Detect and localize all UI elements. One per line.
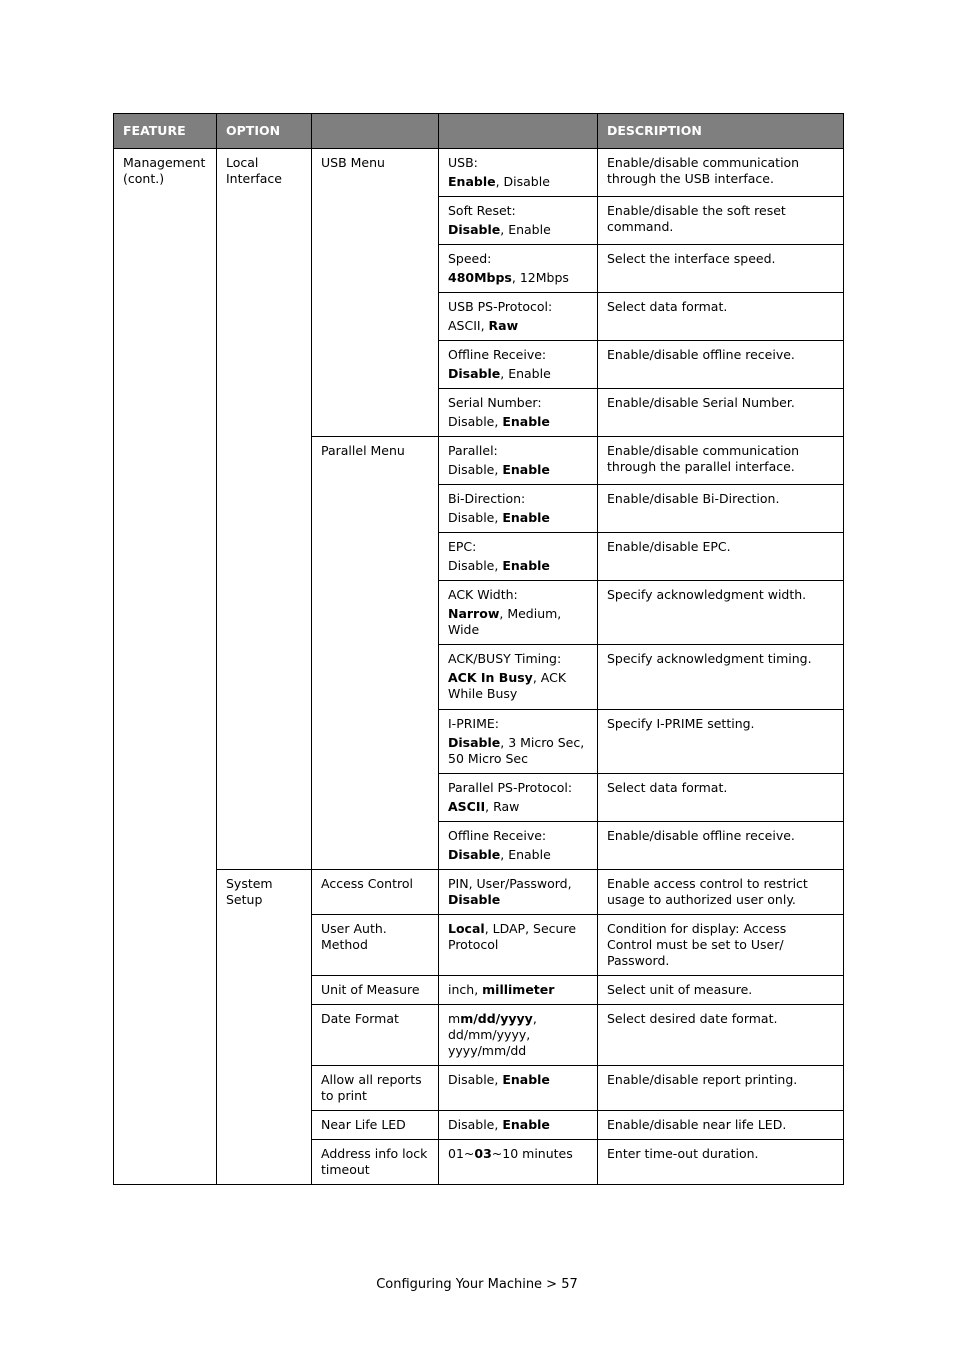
table-body <box>114 149 844 1185</box>
setting-cell <box>439 533 598 581</box>
value-text: , LDAP, Secure Protocol <box>448 921 577 952</box>
default-value: Disable <box>448 735 501 750</box>
value-text: Disable, <box>448 462 503 477</box>
setting-label: Offline Receive: <box>448 828 547 843</box>
setting-label: Offline Receive: <box>448 347 547 362</box>
description-cell: Select data format. <box>598 774 844 822</box>
setting-cell <box>439 389 598 437</box>
setting-values <box>448 222 551 237</box>
submenu-cell: Unit of Measure <box>312 976 439 1005</box>
value-text: , 3 Micro Sec, 50 Micro Sec <box>448 735 585 766</box>
setting-values <box>448 735 584 766</box>
description-cell: Condition for display: Access Control must be set to User/ Password. <box>598 915 844 976</box>
description-cell: Enable access control to restrict usage to authorized user only. <box>598 870 844 915</box>
setting-cell <box>439 149 598 197</box>
setting-label: Parallel: <box>448 443 498 458</box>
setting-values <box>448 1011 537 1058</box>
setting-label: I-PRIME: <box>448 716 500 731</box>
setting-values <box>448 982 554 997</box>
value-text: , ACK While Busy <box>448 670 567 701</box>
description-cell: Select the interface speed. <box>598 245 844 293</box>
setting-cell <box>439 293 598 341</box>
option-cell: System Setup <box>217 870 312 1185</box>
value-text: inch, <box>448 982 483 997</box>
setting-cell <box>439 645 598 710</box>
setting-values <box>448 1146 573 1161</box>
setting-label: ACK/BUSY Timing: <box>448 651 562 666</box>
setting-cell <box>439 485 598 533</box>
feature-cell: Management (cont.) <box>114 149 217 1185</box>
setting-cell <box>439 1140 598 1185</box>
setting-label: Soft Reset: <box>448 203 516 218</box>
setting-values <box>448 558 550 573</box>
default-value: Enable <box>502 414 550 429</box>
description-cell: Enable/disable offline receive. <box>598 822 844 870</box>
setting-label: USB: <box>448 155 478 170</box>
setting-cell <box>439 774 598 822</box>
setting-values <box>448 510 550 525</box>
value-text: ~10 minutes <box>491 1146 573 1161</box>
default-value: Local <box>448 921 485 936</box>
default-value: 03 <box>474 1146 492 1161</box>
value-text: Disable, <box>448 558 503 573</box>
setting-label: Bi-Direction: <box>448 491 526 506</box>
submenu-cell: Access Control <box>312 870 439 915</box>
setting-label: Serial Number: <box>448 395 542 410</box>
setting-values <box>448 876 572 907</box>
setting-cell <box>439 245 598 293</box>
submenu-cell: USB Menu <box>312 149 439 437</box>
feature-table <box>113 113 844 1185</box>
default-value: Enable <box>448 174 496 189</box>
description-cell: Specify acknowledgment width. <box>598 581 844 645</box>
description-cell: Select data format. <box>598 293 844 341</box>
value-text: m <box>448 1011 461 1026</box>
setting-values <box>448 174 550 189</box>
header-feature: FEATURE <box>114 114 217 149</box>
setting-values <box>448 847 551 862</box>
setting-values <box>448 1072 550 1087</box>
value-text: Disable, <box>448 1072 503 1087</box>
value-text: , Medium, Wide <box>448 606 562 637</box>
default-value: Raw <box>488 318 519 333</box>
description-cell: Enable/disable communication through the USB interface. <box>598 149 844 197</box>
default-value: Disable <box>448 366 501 381</box>
default-value: 480Mbps <box>448 270 512 285</box>
setting-cell <box>439 437 598 485</box>
description-cell: Enable/disable EPC. <box>598 533 844 581</box>
value-text: ASCII, <box>448 318 489 333</box>
setting-values <box>448 270 569 285</box>
header-submenu <box>312 114 439 149</box>
default-value: Enable <box>502 510 550 525</box>
setting-cell <box>439 710 598 774</box>
header-description: DESCRIPTION <box>598 114 844 149</box>
setting-values <box>448 462 550 477</box>
setting-cell <box>439 581 598 645</box>
value-text: , Enable <box>500 366 551 381</box>
setting-cell <box>439 1005 598 1066</box>
setting-values <box>448 366 551 381</box>
description-cell: Select desired date format. <box>598 1005 844 1066</box>
submenu-cell: Date Format <box>312 1005 439 1066</box>
description-cell: Specify I-PRIME setting. <box>598 710 844 774</box>
description-cell: Enable/disable report printing. <box>598 1066 844 1111</box>
default-value: Enable <box>502 462 550 477</box>
setting-values <box>448 606 561 637</box>
setting-values <box>448 799 519 814</box>
setting-cell <box>439 976 598 1005</box>
value-text: , 12Mbps <box>511 270 569 285</box>
submenu-cell: Parallel Menu <box>312 437 439 870</box>
description-cell: Enable/disable Serial Number. <box>598 389 844 437</box>
default-value: m/dd/yyyy <box>460 1011 533 1026</box>
setting-values <box>448 670 566 701</box>
value-text: , dd/mm/yyyy, yyyy/mm/dd <box>448 1011 537 1058</box>
setting-values <box>448 921 576 952</box>
value-text: PIN, User/Password, <box>448 876 572 891</box>
setting-label: Speed: <box>448 251 492 266</box>
table-header-row <box>114 114 844 149</box>
setting-label: Parallel PS-Protocol: <box>448 780 573 795</box>
setting-values <box>448 1117 550 1132</box>
description-cell: Enable/disable near life LED. <box>598 1111 844 1140</box>
submenu-cell: Near Life LED <box>312 1111 439 1140</box>
default-value: ASCII <box>448 799 486 814</box>
default-value: Disable <box>448 847 501 862</box>
default-value: Enable <box>502 1072 550 1087</box>
value-text: Disable, <box>448 510 503 525</box>
setting-cell <box>439 870 598 915</box>
default-value: Enable <box>502 1117 550 1132</box>
submenu-cell: Address info lock timeout <box>312 1140 439 1185</box>
value-text: Disable, <box>448 1117 503 1132</box>
setting-cell <box>439 341 598 389</box>
value-text: , Raw <box>485 799 520 814</box>
description-cell: Specify acknowledgment timing. <box>598 645 844 710</box>
submenu-cell: Allow all reports to print <box>312 1066 439 1111</box>
description-cell: Enter time-out duration. <box>598 1140 844 1185</box>
setting-cell <box>439 1111 598 1140</box>
submenu-cell: User Auth. Method <box>312 915 439 976</box>
setting-cell <box>439 822 598 870</box>
description-cell: Enable/disable communication through the parallel interface. <box>598 437 844 485</box>
description-cell: Enable/disable Bi-Direction. <box>598 485 844 533</box>
table-row <box>114 149 844 197</box>
value-text: , Enable <box>500 847 551 862</box>
setting-values <box>448 318 518 333</box>
setting-label: USB PS-Protocol: <box>448 299 553 314</box>
value-text: 01~ <box>448 1146 475 1161</box>
setting-label: EPC: <box>448 539 477 554</box>
value-text: , Disable <box>495 174 550 189</box>
table-row <box>114 870 844 915</box>
value-text: , Enable <box>500 222 551 237</box>
page-footer: Configuring Your Machine > 57 <box>376 1277 578 1292</box>
default-value: millimeter <box>482 982 555 997</box>
description-cell: Enable/disable the soft reset command. <box>598 197 844 245</box>
setting-label: ACK Width: <box>448 587 518 602</box>
option-cell: Local Interface <box>217 149 312 870</box>
setting-values <box>448 414 550 429</box>
default-value: Disable <box>448 892 501 907</box>
default-value: Enable <box>502 558 550 573</box>
setting-cell <box>439 915 598 976</box>
description-cell: Enable/disable offline receive. <box>598 341 844 389</box>
default-value: ACK In Busy <box>448 670 533 685</box>
default-value: Narrow <box>448 606 500 621</box>
header-setting <box>439 114 598 149</box>
setting-cell <box>439 197 598 245</box>
value-text: Disable, <box>448 414 503 429</box>
default-value: Disable <box>448 222 501 237</box>
description-cell: Select unit of measure. <box>598 976 844 1005</box>
header-option: OPTION <box>217 114 312 149</box>
setting-cell <box>439 1066 598 1111</box>
